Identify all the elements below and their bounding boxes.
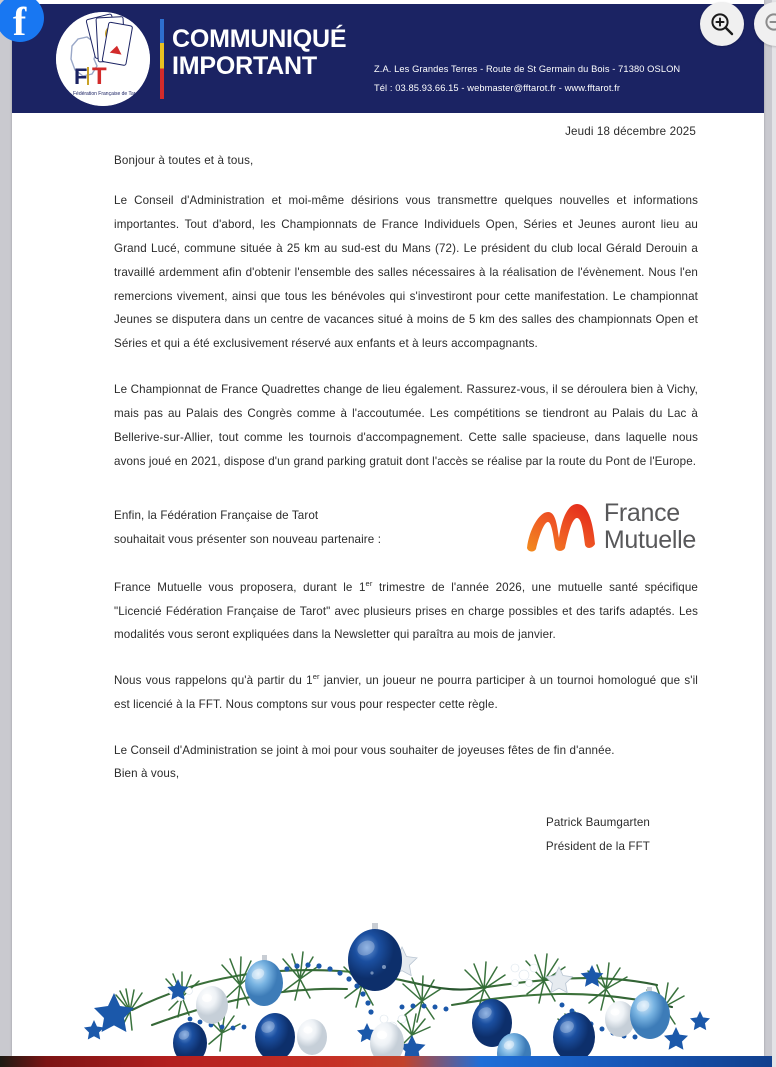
letter-date: Jeudi 18 décembre 2025 <box>565 125 696 138</box>
svg-text:F: F <box>74 64 88 89</box>
scrollbar-gutter[interactable] <box>772 0 776 1067</box>
letterhead-header <box>12 0 764 113</box>
address-line-1: Z.A. Les Grandes Terres - Route de St Germain du Bois - 71380 OSLON <box>374 64 681 74</box>
paragraph-mutuelle-offer <box>114 576 698 648</box>
letter-salutation: Bonjour à toutes et à tous, <box>114 154 254 167</box>
christmas-garland-image <box>72 915 732 1056</box>
zoom-out-icon <box>763 11 776 37</box>
tricolor-divider <box>160 19 164 99</box>
fm-word-line1: France <box>603 498 680 527</box>
france-mutuelle-logo <box>523 500 696 554</box>
facebook-letter: f <box>12 0 27 42</box>
paragraph-licence-rule <box>114 669 698 717</box>
partner-intro-line2: souhaitait vous présenter son nouveau partenaire : <box>114 532 382 546</box>
address-line-2: Tél : 03.85.93.66.15 - webmaster@fftarot.fr - www.fftarot.fr <box>374 83 621 94</box>
partner-announcement-row <box>114 500 698 554</box>
france-mutuelle-wordmark <box>604 500 696 554</box>
p4-sup: er <box>312 672 320 682</box>
signature-block <box>102 811 698 857</box>
p4-part1: Nous vous rappelons qu'à partir du 1 <box>114 674 313 688</box>
footer-color-strip <box>0 1056 776 1067</box>
signature-name: Patrick Baumgarten <box>546 816 650 830</box>
partner-intro-text <box>114 500 381 552</box>
fm-word-line2: Mutuelle <box>603 525 696 554</box>
federation-address <box>374 60 680 98</box>
communique-title <box>172 26 346 80</box>
paragraph-championnats: Le Conseil d'Administration et moi-même désirions vous transmettre quelques nouvelles et informations importantes. Tout d'abord, les Championnats de France Individuels Open, Séries et Jeunes auront lieu au Grand Lucé, commune située à 25 km au sud-est du Mans (72). Le président du club local Gérald Derouin a travaillé ardemment afin d'obtenir l'ensemble des salles nécessaires à la réalisation de l'évènement. Nous l'en remercions vivement, ainsi que tous les bénévoles qui s'investiront pour cette manifestation. Le championnat Jeunes se disputera dans un centre de vacances situé à moins de 5 km des salles des championnats Open et Séries et qui a été exclusivement réservé aux enfants et à leurs accompagnants. <box>114 194 698 351</box>
partner-intro-line1: Enfin, la Fédération Française de Tarot <box>114 508 319 522</box>
communique-title-line2: IMPORTANT <box>172 52 317 80</box>
closing-salutation: Bien à vous, <box>114 767 180 781</box>
p3-part1: France Mutuelle vous proposera, durant le 1 <box>114 580 366 594</box>
france-mutuelle-mark-icon <box>523 500 599 554</box>
zoom-in-icon <box>709 11 735 37</box>
p4-part2: janvier, un joueur ne pourra participer à un tournoi homologué que s'il est licencié à la FFT. Nous comptons sur vous pour respecter cette règle. <box>114 674 698 712</box>
svg-text:T: T <box>92 63 107 90</box>
communique-title-line1: COMMUNIQUÉ <box>172 25 347 53</box>
p3-part2: trimestre de l'année 2026, une mutuelle santé spécifique "Licencié Fédération Française de Tarot" avec plusieurs prises en charge possibles et des tarifs adaptés. Les modalités vous seront expliquées dans la Newsletter qui paraîtra au mois de janvier. <box>114 580 698 642</box>
fft-logo-icon <box>56 12 150 106</box>
letter-body <box>102 125 698 858</box>
svg-text:Fédération Française de Tarot: Fédération Française de Tarot <box>73 91 140 97</box>
closing-wishes-text: Le Conseil d'Administration se joint à moi pour vous souhaiter de joyeuses fêtes de fin d'année. <box>114 744 615 757</box>
p3-sup: er <box>365 578 373 588</box>
paragraph-quadrettes: Le Championnat de France Quadrettes change de lieu également. Rassurez-vous, il se déroulera bien à Vichy, mais pas au Palais des Congrès comme à l'accoutumée. Les compétitions se tiendront au Palais du Lac à Bellerive-sur-Allier, tout comme les tournois d'accompagnement. Cette salle spacieuse, dans laquelle nous avons joué en 2021, dispose d'un grand parking gratuit dont l'accès se réalise par la route du Pont de l'Europe. <box>114 383 698 468</box>
paragraph-closing-wishes <box>114 739 698 785</box>
document-sheet <box>12 0 764 1056</box>
zoom-in-button[interactable] <box>700 2 744 46</box>
signature-role: Président de la FFT <box>545 839 650 853</box>
